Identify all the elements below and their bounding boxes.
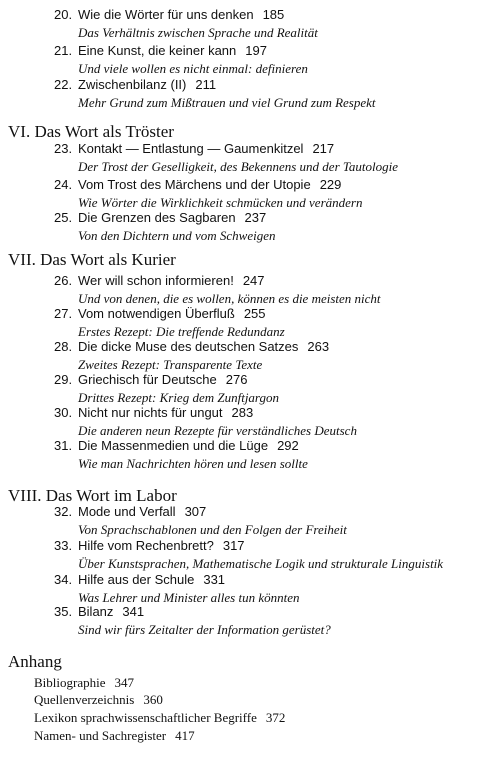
chapter-subtitle: Wie man Nachrichten hören und lesen sollte (78, 456, 308, 471)
chapter-title: Vom Trost des Märchens und der Utopie (78, 177, 311, 192)
chapter-title: Wie die Wörter für uns denken (78, 7, 254, 22)
page-number: 197 (245, 43, 267, 58)
page-number: 211 (195, 77, 217, 92)
chapter-title: Griechisch für Deutsche (78, 372, 217, 387)
chapter-title: Nicht nur nichts für ungut (78, 405, 223, 420)
section-heading: VIII. Das Wort im Labor (8, 486, 177, 505)
page-number: 307 (184, 504, 207, 519)
chapter-title: Die Grenzen des Sagbaren (78, 210, 236, 225)
chapter-number: 33. (54, 538, 73, 553)
chapter-title: Hilfe vom Rechenbrett? (78, 538, 214, 553)
chapter-title-line (78, 339, 329, 354)
page-number: 229 (319, 177, 342, 192)
chapter-number: 30. (54, 405, 73, 420)
appendix-item (34, 675, 134, 691)
page-number: 347 (114, 675, 134, 690)
page-number: 263 (307, 339, 330, 354)
page-number: 341 (122, 604, 145, 619)
chapter-title: Wer will schon informieren! (78, 273, 234, 288)
chapter-subtitle: Und von denen, die es wollen, können es die meisten nicht (78, 291, 381, 306)
page-number: 185 (262, 7, 285, 22)
page-number: 360 (143, 692, 163, 707)
chapter-title: Eine Kunst, die keiner kann (78, 43, 237, 58)
page-number: 283 (231, 405, 254, 420)
page-number: 237 (244, 210, 267, 225)
chapter-number: 25. (54, 210, 73, 225)
page-number: 372 (265, 710, 286, 725)
chapter-title-line (78, 572, 225, 587)
appendix-item-title: Quellenverzeichnis (34, 692, 135, 707)
page-number: 247 (242, 273, 265, 288)
chapter-title: Hilfe aus der Schule (78, 572, 195, 587)
chapter-number: 23. (54, 141, 73, 156)
section-heading: VII. Das Wort als Kurier (8, 250, 176, 269)
chapter-title-line (78, 405, 253, 420)
page-number: 255 (243, 306, 266, 321)
chapter-title: Die dicke Muse des deutschen Satzes (78, 339, 299, 354)
chapter-number: 35. (54, 604, 73, 619)
chapter-subtitle: Wie Wörter die Wirklichkeit schmücken und verändern (78, 195, 363, 210)
appendix-item-title: Lexikon sprachwissenschaftlicher Begriffe (34, 710, 257, 725)
chapter-subtitle: Erstes Rezept: Die treffende Redundanz (78, 324, 285, 339)
chapter-subtitle: Und viele wollen es nicht einmal: definieren (78, 61, 308, 76)
chapter-subtitle: Zweites Rezept: Transparente Texte (78, 357, 263, 372)
chapter-number: 26. (54, 273, 73, 288)
chapter-number: 34. (54, 572, 73, 587)
chapter-subtitle: Was Lehrer und Minister alles tun könnten (78, 590, 300, 605)
chapter-title: Kontakt — Entlastung — Gaumenkitzel (78, 141, 304, 156)
chapter-subtitle: Über Kunstsprachen, Mathematische Logik und strukturale Linguistik (78, 556, 444, 571)
chapter-number: 27. (54, 306, 73, 321)
chapter-title-line (78, 372, 247, 387)
appendix-item-title: Namen- und Sachregister (34, 728, 167, 743)
chapter-subtitle: Der Trost der Geselligkeit, des Bekennens und der Tautologie (78, 159, 399, 174)
appendix-item (34, 728, 195, 744)
chapter-number: 32. (54, 504, 73, 519)
chapter-title-line (78, 273, 265, 288)
chapter-title: Vom notwendigen Überfluß (78, 306, 235, 321)
chapter-subtitle: Von Sprachschablonen und den Folgen der Freiheit (78, 522, 347, 537)
page-number: 217 (312, 141, 335, 156)
page-number: 317 (222, 538, 245, 553)
chapter-subtitle: Das Verhältnis zwischen Sprache und Realität (78, 25, 318, 40)
chapter-number: 31. (54, 438, 73, 453)
appendix-item (34, 692, 163, 708)
chapter-subtitle: Die anderen neun Rezepte für verständliches Deutsch (78, 423, 357, 438)
page-number: 292 (277, 438, 299, 453)
section-heading: VI. Das Wort als Tröster (8, 122, 174, 141)
chapter-subtitle: Sind wir fürs Zeitalter der Information gerüstet? (78, 622, 331, 637)
chapter-title: Bilanz (78, 604, 114, 619)
chapter-title-line (78, 604, 144, 619)
chapter-title: Mode und Verfall (78, 504, 176, 519)
chapter-title-line (78, 306, 266, 321)
page-number: 331 (203, 572, 226, 587)
chapter-title-line (78, 43, 267, 58)
chapter-title-line (78, 210, 266, 225)
chapter-number: 21. (54, 43, 73, 58)
chapter-title-line (78, 504, 206, 519)
chapter-title: Zwischenbilanz (II) (78, 77, 187, 92)
chapter-number: 24. (54, 177, 73, 192)
appendix-item (34, 710, 285, 726)
appendix-item-title: Bibliographie (34, 675, 106, 690)
chapter-title-line (78, 141, 334, 156)
chapter-number: 28. (54, 339, 73, 354)
page-number: 417 (175, 728, 195, 743)
chapter-title: Die Massenmedien und die Lüge (78, 438, 269, 453)
chapter-number: 22. (54, 77, 73, 92)
chapter-title-line (78, 538, 245, 553)
chapter-subtitle: Drittes Rezept: Krieg dem Zunftjargon (78, 390, 280, 405)
chapter-subtitle: Von den Dichtern und vom Schweigen (78, 228, 276, 243)
appendix-heading: Anhang (8, 652, 62, 671)
chapter-title-line (78, 438, 299, 453)
chapter-number: 29. (54, 372, 73, 387)
chapter-title-line (78, 177, 341, 192)
chapter-subtitle: Mehr Grund zum Mißtrauen und viel Grund zum Respekt (78, 95, 376, 110)
chapter-number: 20. (54, 7, 73, 22)
chapter-title-line (78, 77, 216, 92)
page-number: 276 (225, 372, 248, 387)
chapter-title-line (78, 7, 284, 22)
